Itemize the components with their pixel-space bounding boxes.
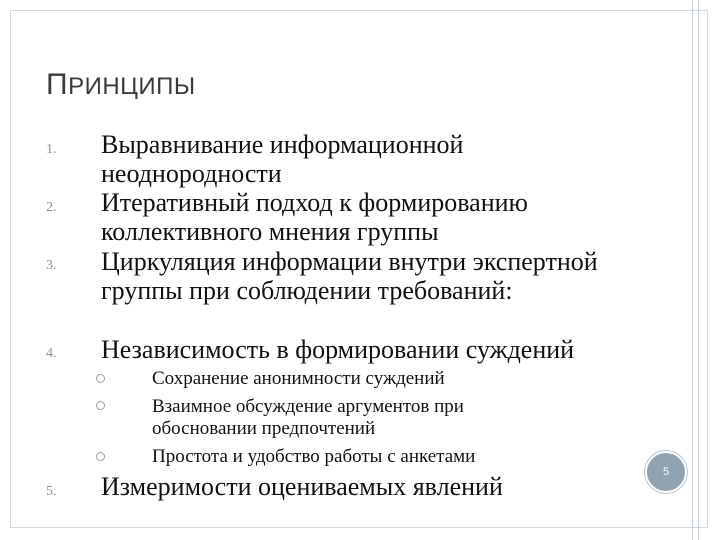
list-item: Выравнивание информационной неоднородности bbox=[101, 130, 464, 188]
list-number: 3. bbox=[46, 258, 57, 273]
sub-list-item: Взаимное обсуждение аргументов при обосновании предпочтений bbox=[152, 396, 464, 439]
list-number: 4. bbox=[46, 346, 57, 361]
list-item: Измеримости оцениваемых явлений bbox=[101, 472, 503, 501]
list-number: 1. bbox=[46, 142, 57, 157]
sub-list-item: Сохранение анонимности суждений bbox=[152, 368, 445, 389]
title-rest: РИНЦИПЫ bbox=[68, 73, 196, 100]
list-item: Независимость в формировании суждений bbox=[101, 335, 575, 364]
right-decor-line-2 bbox=[698, 0, 699, 540]
list-item: Циркуляция информации внутри экспертной группы при соблюдении требований: bbox=[101, 247, 598, 305]
list-number: 5. bbox=[46, 484, 57, 499]
circle-bullet-icon bbox=[96, 452, 105, 461]
list-item: Итеративный подход к формированию коллективного мнения группы bbox=[101, 188, 528, 246]
circle-bullet-icon bbox=[96, 401, 105, 410]
slide-title bbox=[46, 68, 196, 102]
list-number: 2. bbox=[46, 200, 57, 215]
title-first-letter: П bbox=[46, 68, 69, 101]
page-number-badge: 5 bbox=[645, 451, 687, 493]
right-decor-line bbox=[692, 0, 693, 540]
circle-bullet-icon bbox=[96, 374, 105, 383]
sub-list-item: Простота и удобство работы с анкетами bbox=[152, 446, 476, 467]
